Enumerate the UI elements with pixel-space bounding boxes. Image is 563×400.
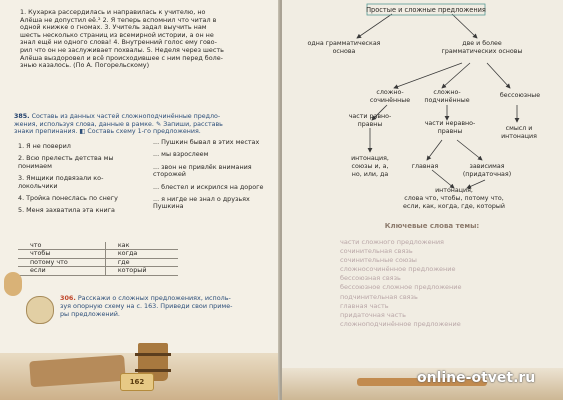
text-line: знью казалось. (По А. Погорельскому)	[20, 61, 150, 70]
keywords-title: Ключевые слова темы:	[384, 222, 480, 230]
conjunctions-label: но, или, да	[351, 171, 389, 178]
unequal-parts-label: правны	[437, 128, 463, 135]
meaning-intonation-label: смысл и	[505, 125, 533, 132]
equal-parts-label: правны	[357, 121, 383, 128]
text-line: 1. Кухарка рассердилась и направилась к учителю, но	[20, 8, 206, 16]
keyword-item: бессоюзное сложное предложение	[340, 283, 462, 292]
table-row	[18, 267, 178, 275]
table-cell: что	[18, 242, 105, 250]
exercise-number: 385.	[14, 113, 30, 120]
left-page	[0, 0, 280, 400]
complex-sentence-label: грамматических основы	[441, 48, 523, 55]
sentence-types-diagram	[282, 0, 563, 210]
equal-parts-label: части равно-	[348, 113, 392, 120]
conjunctions-label: интонация,	[351, 155, 389, 162]
conjunction-word-table	[18, 242, 178, 276]
keyword-item: сложноподчинённое предложение	[340, 319, 461, 328]
complex-subordinate-label: подчинённые	[424, 97, 470, 104]
sentence-parts-column-b	[153, 139, 273, 216]
keyword-item: придаточная часть	[340, 310, 406, 319]
text-line: одной книжке о гномах. 3. Учитель задал выучить нам	[20, 23, 207, 32]
exercise-instruction: Запиши, расставь	[163, 120, 223, 128]
keyword-item: части сложного предложения	[340, 238, 444, 246]
pencil-icon: ✎	[155, 120, 162, 128]
keyword-item: бессоюзная связь	[340, 274, 401, 283]
keywords-list	[340, 238, 555, 329]
right-page	[282, 0, 563, 400]
keyword-item: сочинительные союзы	[340, 256, 417, 265]
conjunctions-label: союзы и, а,	[351, 163, 389, 170]
exercise-instruction: зуя опорную схему на с. 163. Приведи свои приме-	[60, 301, 233, 310]
site-watermark: online-otvet.ru	[417, 370, 536, 386]
table-cell: потому что	[18, 258, 105, 266]
keyword-item: главная часть	[340, 301, 389, 310]
exercise-instruction: Расскажи о сложных предложениях, исполь-	[77, 294, 231, 302]
exercise-number: 306.	[60, 294, 76, 302]
table-cell: который	[105, 267, 178, 275]
meaning-intonation-label: интонация	[501, 133, 537, 140]
text-line: Алёша не допустил её.² 2. Я теперь вспомнил что читал в	[20, 15, 217, 24]
text-line: Алёша выздоровел и всё происходившее с ним перед боле-	[20, 53, 223, 62]
complex-subordinate-label: сложно-	[433, 89, 461, 96]
table-cell: где	[105, 258, 178, 266]
exercise-instruction: знаки препинания.	[14, 128, 78, 136]
exercise-instruction: Составь схему 1-го предложения.	[87, 128, 201, 136]
list-item: 3. Ямщики подвязали ко- локольчики	[18, 174, 104, 190]
connecting-words-label: слова что, чтобы, потому что,	[404, 195, 504, 202]
simple-sentence-label: основа	[332, 48, 356, 55]
exercise-306	[60, 295, 268, 318]
connecting-words-label: если, как, когда, где, который	[403, 203, 505, 210]
list-item: ... Пушкин бывал в этих местах	[153, 138, 260, 146]
keyword-item: подчинительная связь	[340, 292, 418, 301]
list-item: 1. Я не поверил	[18, 142, 71, 150]
list-item: 5. Меня захватила эта книга	[18, 206, 115, 215]
unequal-parts-label: части неравно-	[424, 120, 476, 127]
page-number: 162	[120, 373, 154, 391]
asyndetic-label: бессоюзные	[499, 92, 541, 99]
exercise-instruction: жения, используя слова, данные в рамке.	[14, 120, 154, 128]
dependent-clause-label: зависимая	[469, 163, 505, 170]
keyword-item: сложносочинённое предложение	[340, 265, 456, 274]
exercise-emblem-icon	[26, 296, 54, 324]
exercise-instruction: Составь из данных частей сложноподчинённые предло-	[31, 113, 221, 120]
sentence-parts-column-a	[18, 143, 138, 220]
compound-label: сочинённые	[369, 97, 411, 104]
list-item: ... я нигде не знал о друзьях Пушкина	[153, 195, 250, 211]
text-line: рил что он не заслуживает похвалы. 5. Неделя через шесть	[20, 45, 224, 54]
table-cell: как	[105, 242, 178, 250]
list-item: 2. Всю прелесть детства мы понимаем	[18, 154, 114, 170]
connecting-words-label: интонация,	[435, 187, 473, 194]
page-margin-marker	[4, 272, 22, 296]
simple-sentence-label: одна грамматическая	[307, 40, 381, 47]
dependent-clause-label: (придаточная)	[462, 171, 512, 178]
list-item: ... блестел и искрился на дороге	[153, 182, 264, 191]
exercise-text-paragraph	[14, 9, 272, 70]
text-line: шесть несколько страниц из всемирной истории, а он не	[20, 30, 214, 39]
list-item: 4. Тройка понеслась по снегу	[18, 194, 118, 203]
complex-sentence-label: две и более	[462, 40, 502, 47]
scheme-icon: ◧	[79, 128, 86, 136]
exercise-385	[14, 113, 272, 136]
diagram-title: Простые и сложные предложения	[366, 6, 486, 14]
table-cell: если	[18, 267, 105, 275]
text-line: знал ещё ни одного слова! 4. Внутренний голос ему гово-	[20, 38, 217, 47]
table-cell: когда	[105, 250, 178, 258]
keyword-item: сочинительная связь	[340, 247, 413, 256]
exercise-instruction: ры предложений.	[60, 309, 120, 318]
table-cell: чтобы	[18, 250, 105, 258]
list-item: ... мы взрослеем	[153, 150, 209, 159]
compound-label: сложно-	[376, 89, 404, 96]
main-clause-label: главная	[411, 163, 439, 170]
list-item: ... звон не привлёк внимания сторожей	[153, 162, 252, 179]
